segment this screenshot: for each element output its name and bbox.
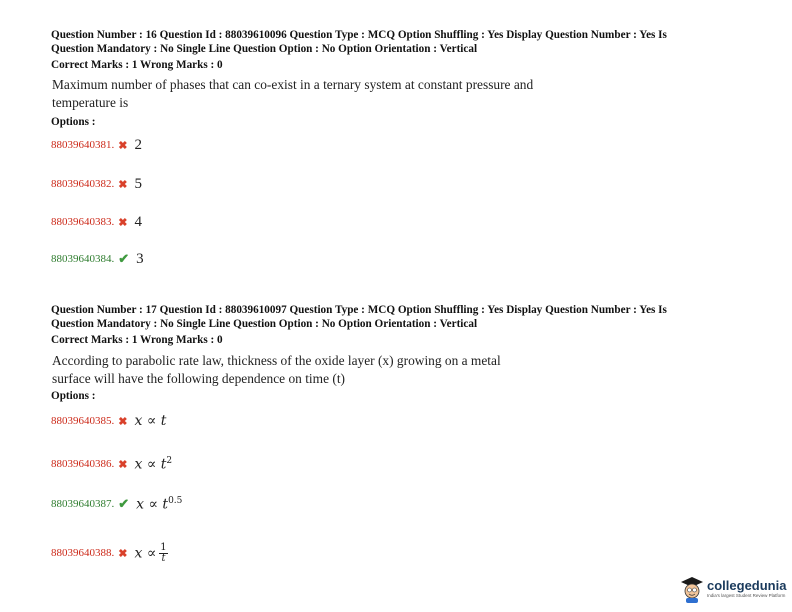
q17-options-label: Options : — [51, 390, 96, 402]
q16-option-3[interactable] — [51, 210, 142, 234]
fraction-denominator: t — [161, 552, 166, 564]
q16-option-1[interactable] — [51, 133, 142, 157]
formula-base: x ∝ t — [134, 413, 167, 429]
wrong-mark-icon: ✖ — [118, 547, 128, 560]
formula-base: x ∝ t — [134, 456, 167, 473]
q17-option-2[interactable] — [51, 452, 172, 476]
option-id: 88039640388. — [51, 547, 115, 559]
wrong-mark-icon: ✖ — [118, 139, 128, 152]
q17-question-text — [52, 352, 632, 388]
check-mark-icon: ✔ — [118, 251, 130, 266]
option-formula — [134, 413, 166, 429]
q16-options-label: Options : — [51, 116, 96, 128]
wrong-mark-icon: ✖ — [118, 178, 128, 191]
option-formula — [134, 456, 172, 473]
q17-meta-line2: Question Mandatory : No Single Line Question Option : No Option Orientation : Vertical — [51, 318, 478, 330]
logo-tagline: India's largest Student Review Platform — [707, 593, 786, 598]
option-value: 3 — [136, 250, 144, 267]
formula-base: x ∝ t — [136, 496, 169, 513]
formula-exponent: 0.5 — [168, 495, 183, 506]
mascot-icon — [679, 574, 705, 604]
option-value: 5 — [134, 175, 142, 192]
q17-meta — [51, 303, 741, 331]
option-value: 2 — [134, 136, 142, 153]
fraction — [159, 543, 167, 564]
wrong-mark-icon: ✖ — [118, 458, 128, 471]
q16-meta-line1: Question Number : 16 Question Id : 88039610096 Question Type : MCQ Option Shuffling : Yes Display Question Number : Yes Is — [51, 29, 667, 41]
option-id: 88039640386. — [51, 458, 115, 470]
collegedunia-logo — [679, 572, 787, 606]
q16-option-2[interactable] — [51, 172, 142, 196]
wrong-mark-icon: ✖ — [118, 415, 128, 428]
option-value: 4 — [134, 213, 142, 230]
q17-text-line2: surface will have the following dependence on time (t) — [52, 371, 345, 386]
logo-wordmark: collegedunia — [707, 578, 787, 593]
option-id: 88039640383. — [51, 216, 115, 228]
q16-question-text — [52, 76, 632, 112]
option-id: 88039640384. — [51, 253, 115, 265]
formula-exponent: 2 — [166, 455, 173, 466]
option-formula — [134, 543, 167, 564]
q17-text-line1: According to parabolic rate law, thickness of the oxide layer (x) growing on a metal — [52, 353, 501, 368]
wrong-mark-icon: ✖ — [118, 216, 128, 229]
option-id: 88039640385. — [51, 415, 115, 427]
check-mark-icon: ✔ — [118, 496, 130, 511]
formula-base: x ∝ — [134, 545, 157, 561]
q17-option-1[interactable] — [51, 409, 166, 433]
q17-meta-line1: Question Number : 17 Question Id : 88039610097 Question Type : MCQ Option Shuffling : Yes Display Question Number : Yes Is — [51, 304, 667, 316]
q16-meta — [51, 28, 741, 56]
q17-option-4[interactable] — [51, 538, 168, 568]
q17-option-3[interactable] — [51, 492, 182, 516]
q17-marks: Correct Marks : 1 Wrong Marks : 0 — [51, 334, 223, 346]
q16-text-line1: Maximum number of phases that can co-exist in a ternary system at constant pressure and — [52, 77, 534, 92]
q16-marks: Correct Marks : 1 Wrong Marks : 0 — [51, 59, 223, 71]
option-formula — [136, 496, 182, 513]
fraction-numerator: 1 — [160, 541, 167, 553]
q16-option-4[interactable] — [51, 247, 144, 271]
option-id: 88039640382. — [51, 178, 115, 190]
q16-meta-line2: Question Mandatory : No Single Line Question Option : No Option Orientation : Vertical — [51, 43, 478, 55]
option-id: 88039640381. — [51, 139, 115, 151]
option-id: 88039640387. — [51, 498, 115, 510]
q16-text-line2: temperature is — [52, 95, 129, 110]
